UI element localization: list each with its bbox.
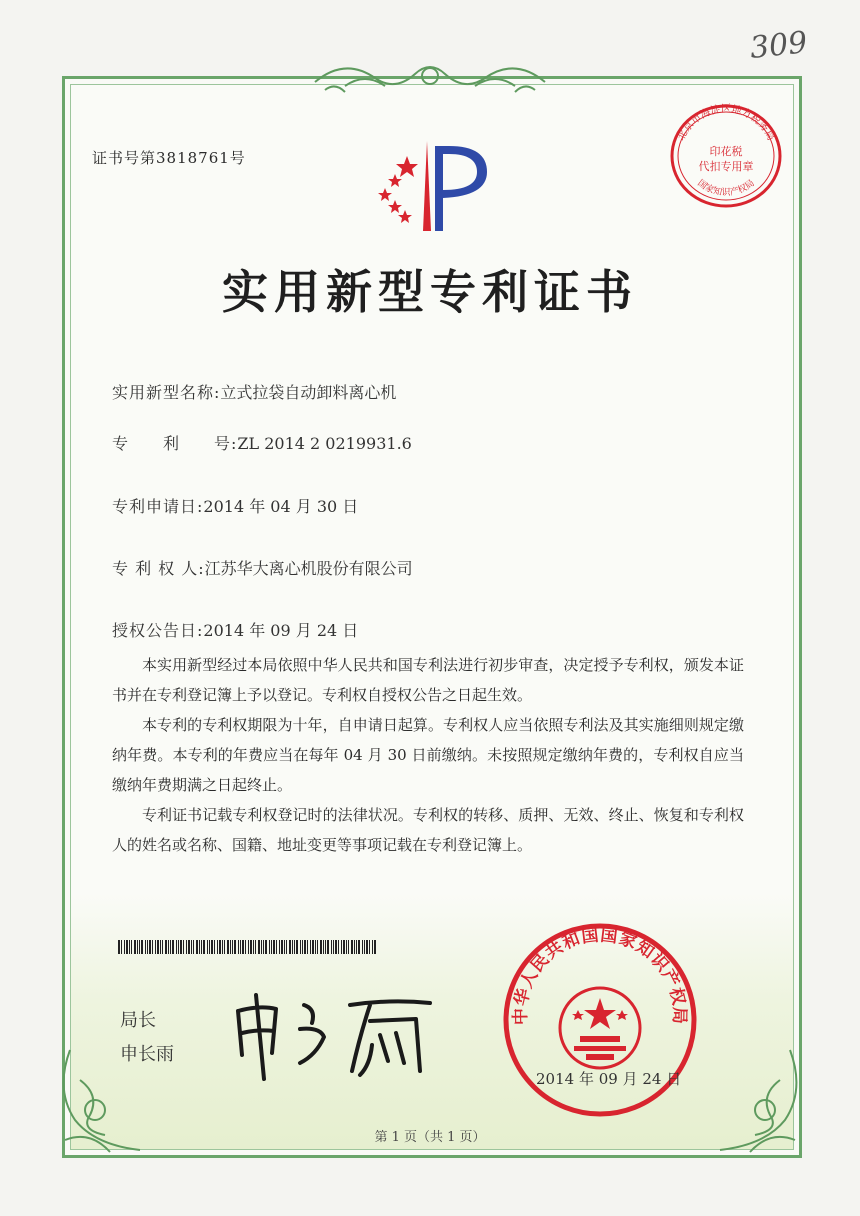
signatory-name: 申长雨: [120, 1044, 174, 1065]
field-value: 2014 年 04 月 30 日: [203, 497, 359, 516]
tax-stamp-bottom-text: 国家知识产权局: [695, 178, 757, 199]
field-patent-number: [112, 431, 412, 454]
state-ip-office-seal: [500, 920, 700, 1120]
field-grant-date: [112, 618, 358, 641]
national-emblem-icon: [560, 988, 640, 1068]
top-ornament-icon: [305, 52, 555, 100]
body-paragraph: 本实用新型经过本局依照中华人民共和国专利法进行初步审查，决定授予专利权，颁发本证书并在专利登记簿上予以登记。专利权自授权公告之日起生效。: [112, 656, 744, 704]
field-value: 江苏华大离心机股份有限公司: [204, 559, 413, 578]
svg-text:北京市海淀区地方税务局: [675, 102, 777, 142]
page-footer: 第 1 页（共 1 页）: [374, 1130, 486, 1145]
field-utility-model-name: [112, 380, 396, 403]
signatory-title: 局长: [120, 1010, 156, 1031]
tax-stamp-seal: [666, 100, 786, 210]
field-application-date: [112, 494, 358, 517]
certificate-number: 证书号第3818761号: [92, 149, 246, 167]
field-label: 专利申请日:: [112, 497, 204, 516]
field-label: 专 利 号:: [112, 434, 238, 453]
handwritten-page-number: 309: [748, 25, 809, 66]
tax-stamp-outer-text: 北京市海淀区地方税务局: [675, 104, 777, 143]
field-label: 授权公告日:: [112, 621, 204, 640]
patent-office-logo-icon: [365, 136, 495, 236]
tax-stamp-center-line2: 代扣专用章: [698, 160, 754, 173]
body-paragraph: 本专利的专利权期限为十年，自申请日起算。专利权人应当依照专利法及其实施细则规定缴纳年费。本专利的年费应当在每年 04 月 30 日前缴纳。未按照规定缴纳年费的，专利权自应当缴纳年费期满之日起终止。: [112, 716, 744, 794]
seal-date: 2014 年 09 月 24 日: [536, 1070, 682, 1088]
certificate-body: [112, 650, 744, 860]
field-label: 专 利 权 人:: [112, 559, 205, 578]
field-patentee: [112, 556, 413, 579]
field-label: 实用新型名称:: [112, 383, 221, 402]
handwritten-signature-icon: [220, 975, 460, 1085]
field-value: ZL 2014 2 0219931.6: [237, 434, 412, 453]
barcode-icon: [118, 940, 378, 954]
seal-text: 中华人民共和国国家知识产权局: [510, 925, 690, 1026]
body-paragraph: 专利证书记载专利权登记时的法律状况。专利权的转移、质押、无效、终止、恢复和专利权人的姓名或名称、国籍、地址变更等事项记载在专利登记簿上。: [112, 806, 744, 854]
field-value: 2014 年 09 月 24 日: [203, 621, 359, 640]
certificate-title: 实用新型专利证书: [222, 265, 638, 319]
field-value: 立式拉袋自动卸料离心机: [220, 383, 397, 402]
tax-stamp-center-line1: 印花税: [709, 145, 743, 158]
